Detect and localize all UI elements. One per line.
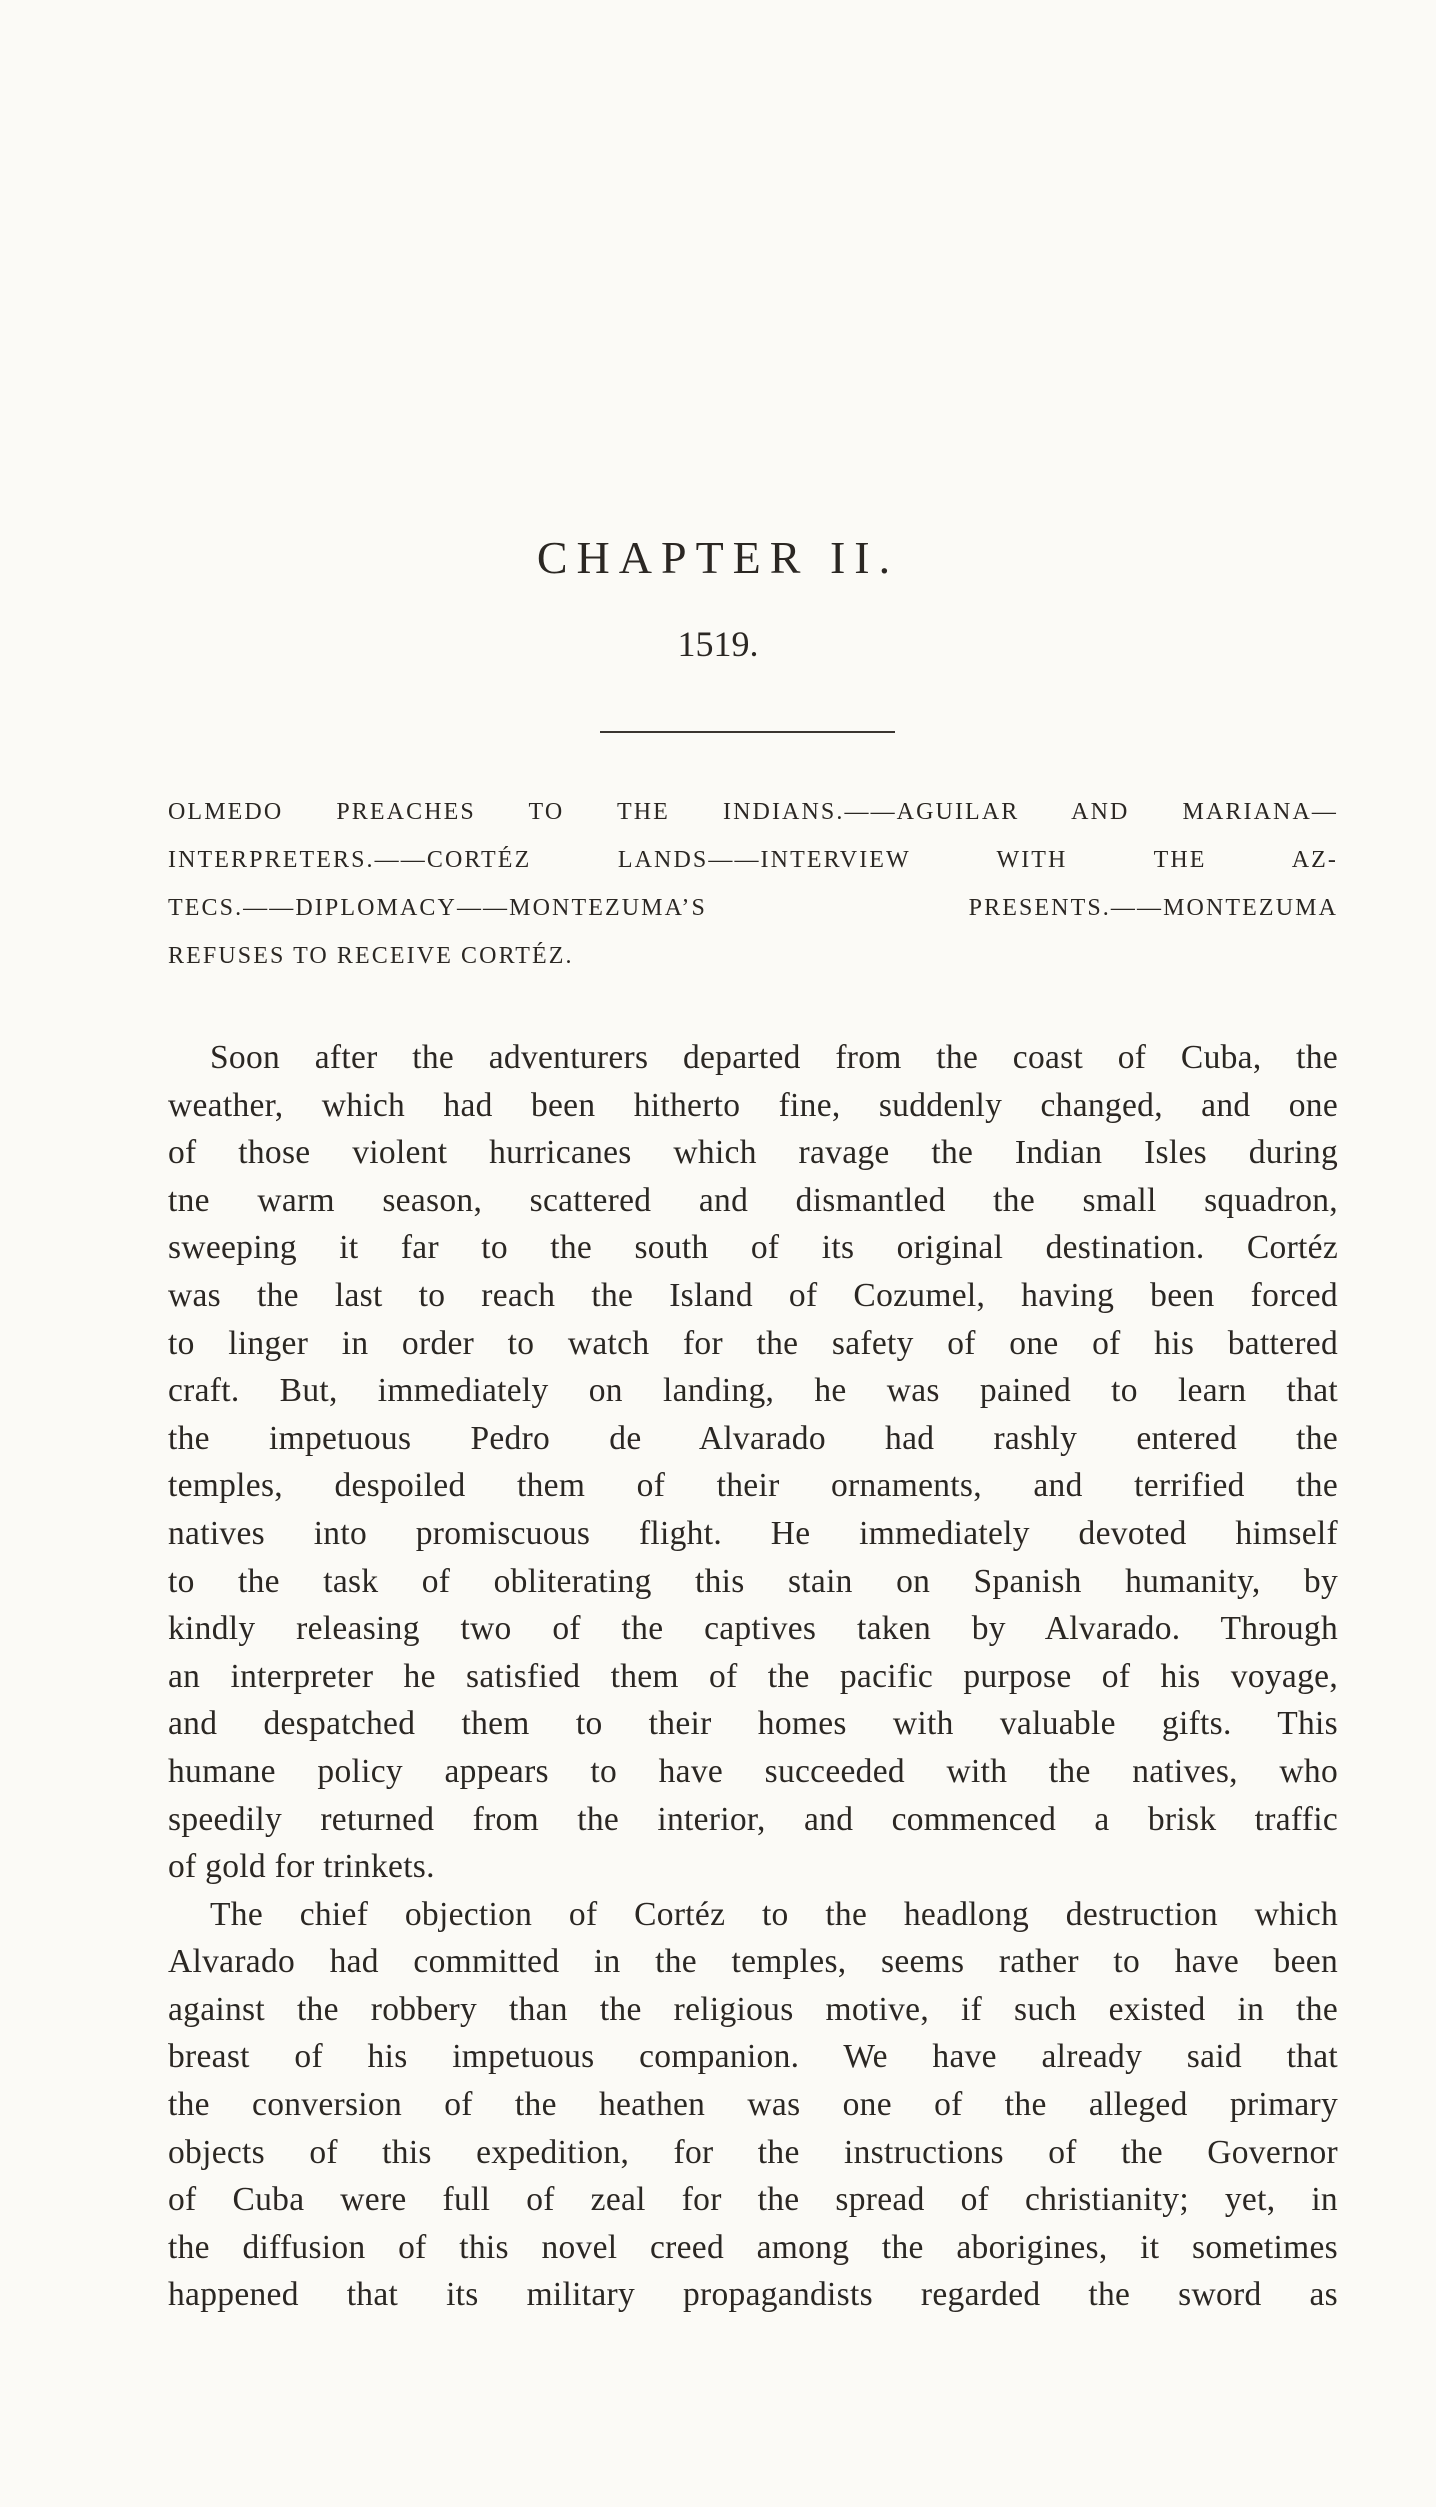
text-line: and despatched them to their homes with valuable gifts. This [168, 1705, 1338, 1743]
text-line: breast of his impetuous companion. We have already said that [168, 2038, 1338, 2076]
text-line: natives into promiscuous flight. He immediately devoted himself [168, 1514, 1338, 1552]
text-line: the diffusion of this novel creed among the aborigines, it sometimes [168, 2228, 1338, 2266]
text-line: tne warm season, scattered and dismantled the small squadron, [168, 1181, 1338, 1219]
paragraph-2 [168, 1891, 1338, 2319]
summary-line: OLMEDO PREACHES TO THE INDIANS.——AGUILAR AND MARIANA— [168, 799, 1338, 825]
chapter-year: 1519. [677, 624, 759, 664]
text-line: Alvarado had committed in the temples, seems rather to have been [168, 1943, 1338, 1981]
text-line: against the robbery than the religious motive, if such existed in the [168, 1990, 1338, 2028]
text-line: the conversion of the heathen was one of the alleged primary [168, 2086, 1338, 2124]
summary-line: REFUSES TO RECEIVE CORTÉZ. [168, 943, 574, 969]
text-line: kindly releasing two of the captives taken by Alvarado. Through [168, 1610, 1338, 1648]
text-line: the impetuous Pedro de Alvarado had rashly entered the [168, 1419, 1338, 1457]
text-line: Soon after the adventurers departed from the coast of Cuba, the [210, 1039, 1338, 1076]
text-line: objects of this expedition, for the instructions of the Governor [168, 2133, 1338, 2171]
text-line: sweeping it far to the south of its original destination. Cortéz [168, 1229, 1338, 1267]
summary-line: TECS.——DIPLOMACY——MONTEZUMA’S PRESENTS.——MONTEZUMA [168, 895, 1338, 921]
chapter-title: CHAPTER II. [536, 532, 900, 583]
text-line: was the last to reach the Island of Cozumel, having been forced [168, 1276, 1338, 1314]
text-line: temples, despoiled them of their ornaments, and terrified the [168, 1467, 1338, 1505]
text-line: of those violent hurricanes which ravage the Indian Isles during [168, 1134, 1338, 1172]
text-line: weather, which had been hitherto fine, suddenly changed, and one [168, 1086, 1338, 1124]
text-line: an interpreter he satisfied them of the pacific purpose of his voyage, [168, 1657, 1338, 1695]
text-line: to linger in order to watch for the safety of one of his battered [168, 1324, 1338, 1362]
text-line: happened that its military propagandists regarded the sword as [168, 2276, 1338, 2314]
text-line: to the task of obliterating this stain on Spanish humanity, by [168, 1562, 1338, 1600]
text-line: of gold for trinkets. [168, 1848, 435, 1886]
text-line: of Cuba were full of zeal for the spread of christianity; yet, in [168, 2181, 1338, 2219]
chapter-summary [168, 788, 1338, 980]
text-line: craft. But, immediately on landing, he was pained to learn that [168, 1372, 1338, 1410]
body-text [168, 1034, 1338, 2319]
paragraph-1 [168, 1034, 1338, 1891]
text-line: speedily returned from the interior, and commenced a brisk traffic [168, 1800, 1338, 1838]
summary-line: INTERPRETERS.——CORTÉZ LANDS——INTERVIEW WITH THE AZ- [168, 847, 1338, 873]
divider-rule [600, 731, 895, 733]
text-line: humane policy appears to have succeeded with the natives, who [168, 1752, 1338, 1790]
text-line: The chief objection of Cortéz to the headlong destruction which [210, 1895, 1338, 1933]
